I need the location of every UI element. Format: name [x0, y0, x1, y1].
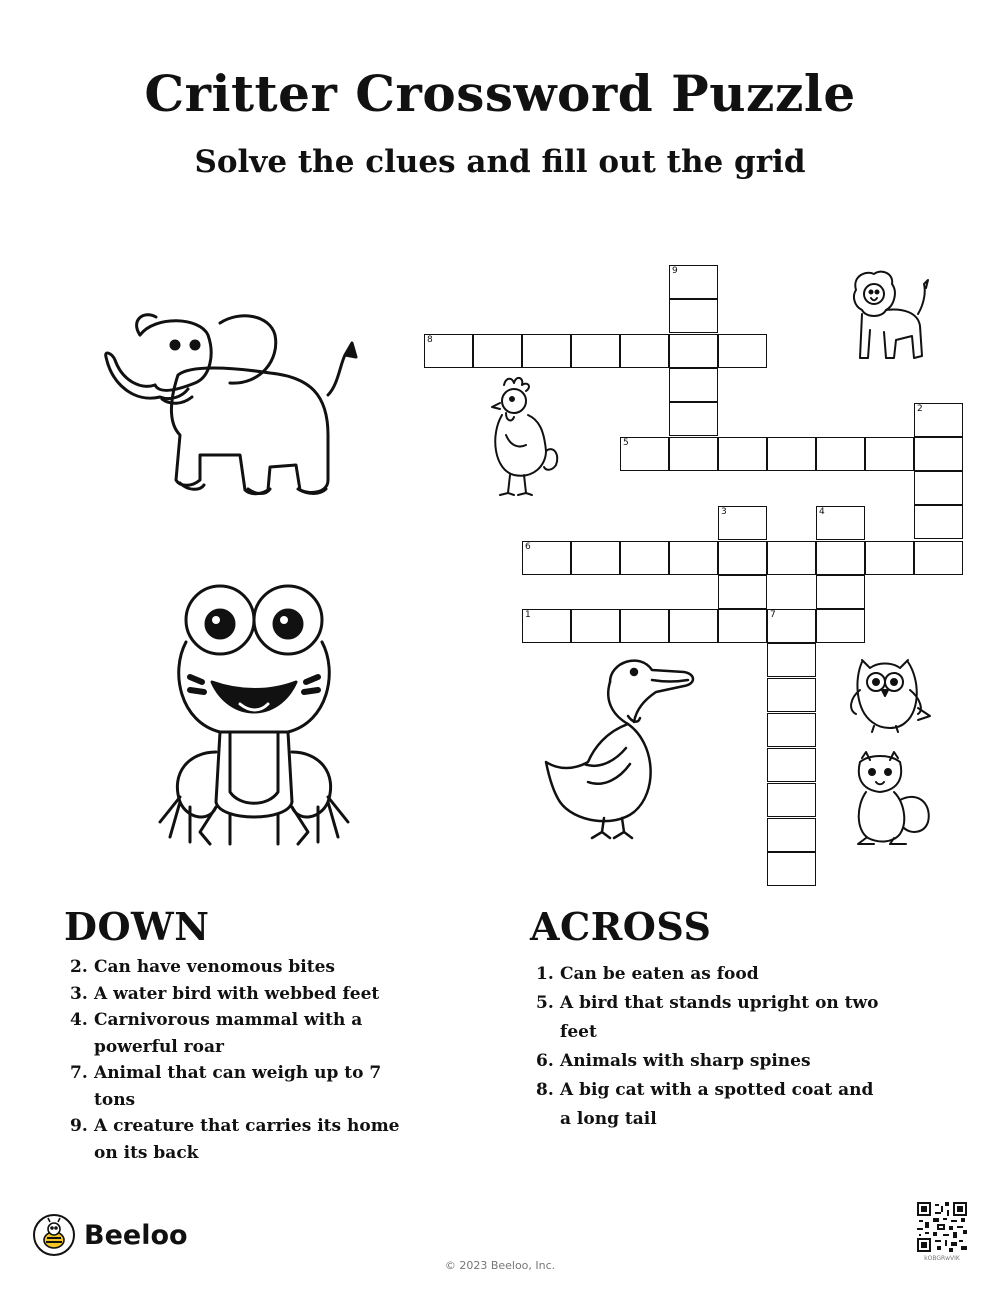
clue-number: 5 [623, 438, 629, 448]
lion-illustration [852, 270, 932, 365]
down-clue-list [70, 954, 415, 1166]
grid-cell[interactable] [620, 609, 669, 643]
clue-item: 8. A big cat with a spotted coat and a long tail [536, 1080, 874, 1129]
qr-code-icon [917, 1202, 967, 1252]
clue-number: 2 [917, 404, 923, 414]
clue-number: 6 [525, 542, 531, 552]
clue-item: 1. Can be eaten as food [536, 964, 759, 984]
grid-cell[interactable] [718, 609, 767, 643]
grid-cell[interactable] [718, 334, 767, 368]
grid-cell[interactable] [669, 437, 718, 471]
grid-cell[interactable] [473, 334, 522, 368]
clue-item: 5. A bird that stands upright on two feet [536, 993, 879, 1042]
clue-number: 7 [770, 610, 776, 620]
grid-cell[interactable] [914, 541, 963, 575]
bee-icon [33, 1214, 75, 1256]
rooster-illustration [484, 375, 564, 500]
grid-cell[interactable] [816, 575, 865, 609]
grid-cell[interactable] [669, 541, 718, 575]
grid-cell[interactable] [669, 402, 718, 436]
grid-cell[interactable] [816, 506, 865, 540]
down-heading: DOWN [64, 904, 210, 949]
elephant-illustration [100, 305, 360, 505]
grid-cell[interactable] [865, 541, 914, 575]
grid-cell[interactable] [620, 334, 669, 368]
copyright: © 2023 Beeloo, Inc. [444, 1259, 556, 1272]
duck-illustration [544, 652, 700, 842]
grid-cell[interactable] [522, 609, 571, 643]
grid-cell[interactable] [914, 437, 963, 471]
grid-cell[interactable] [718, 575, 767, 609]
clue-item: 6. Animals with sharp spines [536, 1051, 811, 1071]
grid-cell[interactable] [865, 437, 914, 471]
beeloo-logo [33, 1214, 188, 1256]
clue-number: 4 [819, 507, 825, 517]
grid-cell[interactable] [669, 265, 718, 299]
grid-cell[interactable] [914, 471, 963, 505]
owl-illustration [848, 650, 932, 734]
grid-cell[interactable] [914, 505, 963, 539]
clue-item: 3. A water bird with webbed feet [70, 983, 380, 1004]
grid-cell[interactable] [522, 334, 571, 368]
grid-cell[interactable] [522, 541, 571, 575]
grid-cell[interactable] [718, 541, 767, 575]
clue-item: 2. Can have venomous bites [70, 957, 335, 977]
grid-cell[interactable] [816, 609, 865, 643]
clue-number: 8 [427, 335, 433, 345]
grid-cell[interactable] [767, 643, 816, 677]
squirrel-illustration [850, 750, 934, 846]
grid-cell[interactable] [914, 403, 963, 437]
grid-cell[interactable] [767, 437, 816, 471]
grid-cell[interactable] [816, 437, 865, 471]
frog-illustration [150, 582, 360, 862]
grid-cell[interactable] [767, 713, 816, 747]
brand-name: Beeloo [84, 1219, 188, 1251]
grid-cell[interactable] [669, 299, 718, 333]
clue-number: 1 [525, 610, 531, 620]
page-title: Critter Crossword Puzzle [144, 64, 856, 123]
grid-cell[interactable] [767, 748, 816, 782]
clue-number: 3 [721, 507, 727, 517]
grid-cell[interactable] [718, 437, 767, 471]
grid-cell[interactable] [669, 368, 718, 402]
grid-cell[interactable] [571, 334, 620, 368]
qr-code-text: kOBGRwVIK [924, 1255, 960, 1262]
grid-cell[interactable] [767, 783, 816, 817]
grid-cell[interactable] [816, 541, 865, 575]
clue-number: 9 [672, 266, 678, 276]
across-heading: ACROSS [530, 904, 712, 949]
grid-cell[interactable] [767, 541, 816, 575]
grid-cell[interactable] [669, 609, 718, 643]
clue-item: 4. Carnivorous mammal with a powerful roar [70, 1010, 363, 1057]
grid-cell[interactable] [669, 334, 718, 368]
grid-cell[interactable] [424, 334, 473, 368]
clue-item: 9. A creature that carries its home on its back [70, 1116, 400, 1163]
grid-cell[interactable] [767, 678, 816, 712]
grid-cell[interactable] [571, 541, 620, 575]
grid-cell[interactable] [571, 609, 620, 643]
grid-cell[interactable] [620, 541, 669, 575]
across-clue-list [536, 960, 881, 1134]
grid-cell[interactable] [767, 852, 816, 886]
grid-cell[interactable] [767, 818, 816, 852]
grid-cell[interactable] [718, 506, 767, 540]
page-subtitle: Solve the clues and fill out the grid [194, 144, 806, 180]
grid-cell[interactable] [620, 437, 669, 471]
clue-item: 7. Animal that can weigh up to 7 tons [70, 1063, 382, 1110]
grid-cell[interactable] [767, 609, 816, 643]
